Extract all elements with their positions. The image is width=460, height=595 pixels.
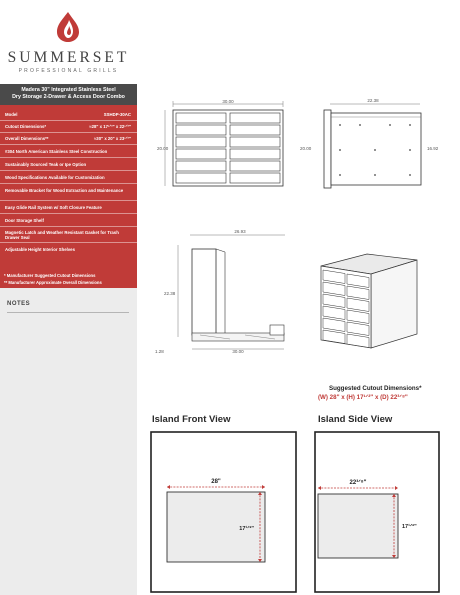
- spec-cutout-label: Cutout Dimensions*: [5, 124, 47, 129]
- feature-item: Door Storage Shelf: [0, 218, 137, 227]
- front-slat: [176, 113, 226, 123]
- side-elevation-drawing: [300, 95, 450, 195]
- mount-hole: [409, 174, 411, 176]
- feature-item: Wood Specifications Available for Customization: [0, 175, 137, 184]
- mount-hole: [374, 149, 376, 151]
- feature-item: Removable Bracket for Wood Extraction and Maintenance: [0, 188, 137, 201]
- mount-hole: [359, 124, 361, 126]
- brand-tagline: PROFESSIONAL GRILLS: [18, 68, 119, 74]
- side-cutout-depth: 22³ᐟ⁸": [349, 480, 367, 486]
- spec-model: [0, 112, 137, 121]
- spec-cutout: [0, 124, 137, 133]
- top-small-label: 1.28: [155, 349, 164, 354]
- front-slat: [176, 149, 226, 159]
- front-slat: [230, 113, 280, 123]
- side-height-right-label: 16.92: [427, 146, 439, 151]
- island-side-view-title: Island Side View: [318, 414, 393, 425]
- spec-model-value: SSHDP-30AC: [103, 112, 131, 117]
- product-title-line1: Madera 30" Integrated Stainless Steel: [21, 87, 116, 93]
- cutout-title: Suggested Cutout Dimensions*: [329, 385, 422, 392]
- front-slat: [230, 149, 280, 159]
- mount-hole: [409, 149, 411, 151]
- front-slat: [230, 125, 280, 135]
- side-height-left-label: 20.00: [300, 146, 312, 151]
- brand-name: SUMMERSET: [7, 49, 130, 66]
- notes-area: [0, 288, 137, 595]
- product-title: [0, 84, 137, 105]
- product-title-line2: Dry Storage 2-Drawer & Access Door Combo: [12, 94, 125, 100]
- notes-divider: [7, 312, 129, 313]
- mount-hole: [409, 124, 411, 126]
- mount-hole: [389, 124, 391, 126]
- side-depth-label: 22.38: [367, 98, 379, 103]
- notes-title: NOTES: [7, 301, 31, 307]
- front-slat: [176, 125, 226, 135]
- front-slat: [176, 173, 226, 183]
- island-front-view-title: Island Front View: [152, 414, 231, 425]
- front-slat: [230, 161, 280, 171]
- front-width-label: 30.00: [222, 99, 234, 104]
- isometric-drawing: [315, 248, 440, 358]
- island-side-view: [314, 430, 444, 590]
- spec-overall-value: ≈30" x 20" x 23¹ᐟ²": [93, 136, 131, 141]
- feature-item: Sustainably Sourced Teak or Ipe Option: [0, 162, 137, 171]
- footnote-cutout: * Manufacturer Suggested Cutout Dimensions: [4, 273, 96, 278]
- top-width-label: 22.38: [164, 291, 176, 296]
- front-elevation-drawing: [157, 95, 295, 195]
- front-cutout-width: 28": [211, 479, 221, 485]
- mount-hole: [374, 174, 376, 176]
- front-slat: [230, 173, 280, 183]
- spec-sidebar: [0, 0, 137, 595]
- footnote-overall: ** Manufacturer Approximate Overall Dimensions: [4, 280, 102, 285]
- island-front-view: [150, 430, 300, 590]
- front-height-label: 20.00: [157, 146, 169, 151]
- front-slat: [230, 137, 280, 147]
- feature-item: Easy Glide Rail System w/ Soft Closure Feature: [0, 205, 137, 214]
- feature-item: Adjustable Height Interior Shelves: [5, 247, 75, 252]
- spec-overall: [0, 136, 137, 145]
- spec-panel: [0, 105, 137, 288]
- mount-hole: [339, 149, 341, 151]
- spec-overall-label: Overall Dimensions**: [5, 136, 49, 141]
- cutout-dimensions: (W) 28" x (H) 17¹ᐟ²" x (D) 22³ᐟ⁸": [318, 394, 408, 401]
- mount-hole: [339, 124, 341, 126]
- front-cutout-height: 17¹ᐟ²": [239, 526, 254, 532]
- feature-item: #304 North American Stainless Steel Construction: [0, 149, 137, 158]
- feature-item: Magnetic Latch and Weather Resistant Gasket for Trash Drawer Seal: [0, 230, 137, 243]
- flame-icon: [55, 11, 81, 43]
- front-slat: [176, 161, 226, 171]
- spec-cutout-value: ≈28" x 17¹ᐟ²" x 22¹ᐟ²": [89, 124, 131, 129]
- brand-logo: [0, 6, 137, 80]
- top-depth-label: 26.93: [234, 229, 246, 234]
- side-cutout-height: 17¹ᐟ²": [402, 524, 417, 530]
- front-slat: [176, 137, 226, 147]
- top-plan-drawing: [150, 225, 300, 360]
- spec-model-label: Model: [5, 112, 18, 117]
- mount-hole: [339, 174, 341, 176]
- top-bottom-width-label: 30.00: [232, 349, 244, 354]
